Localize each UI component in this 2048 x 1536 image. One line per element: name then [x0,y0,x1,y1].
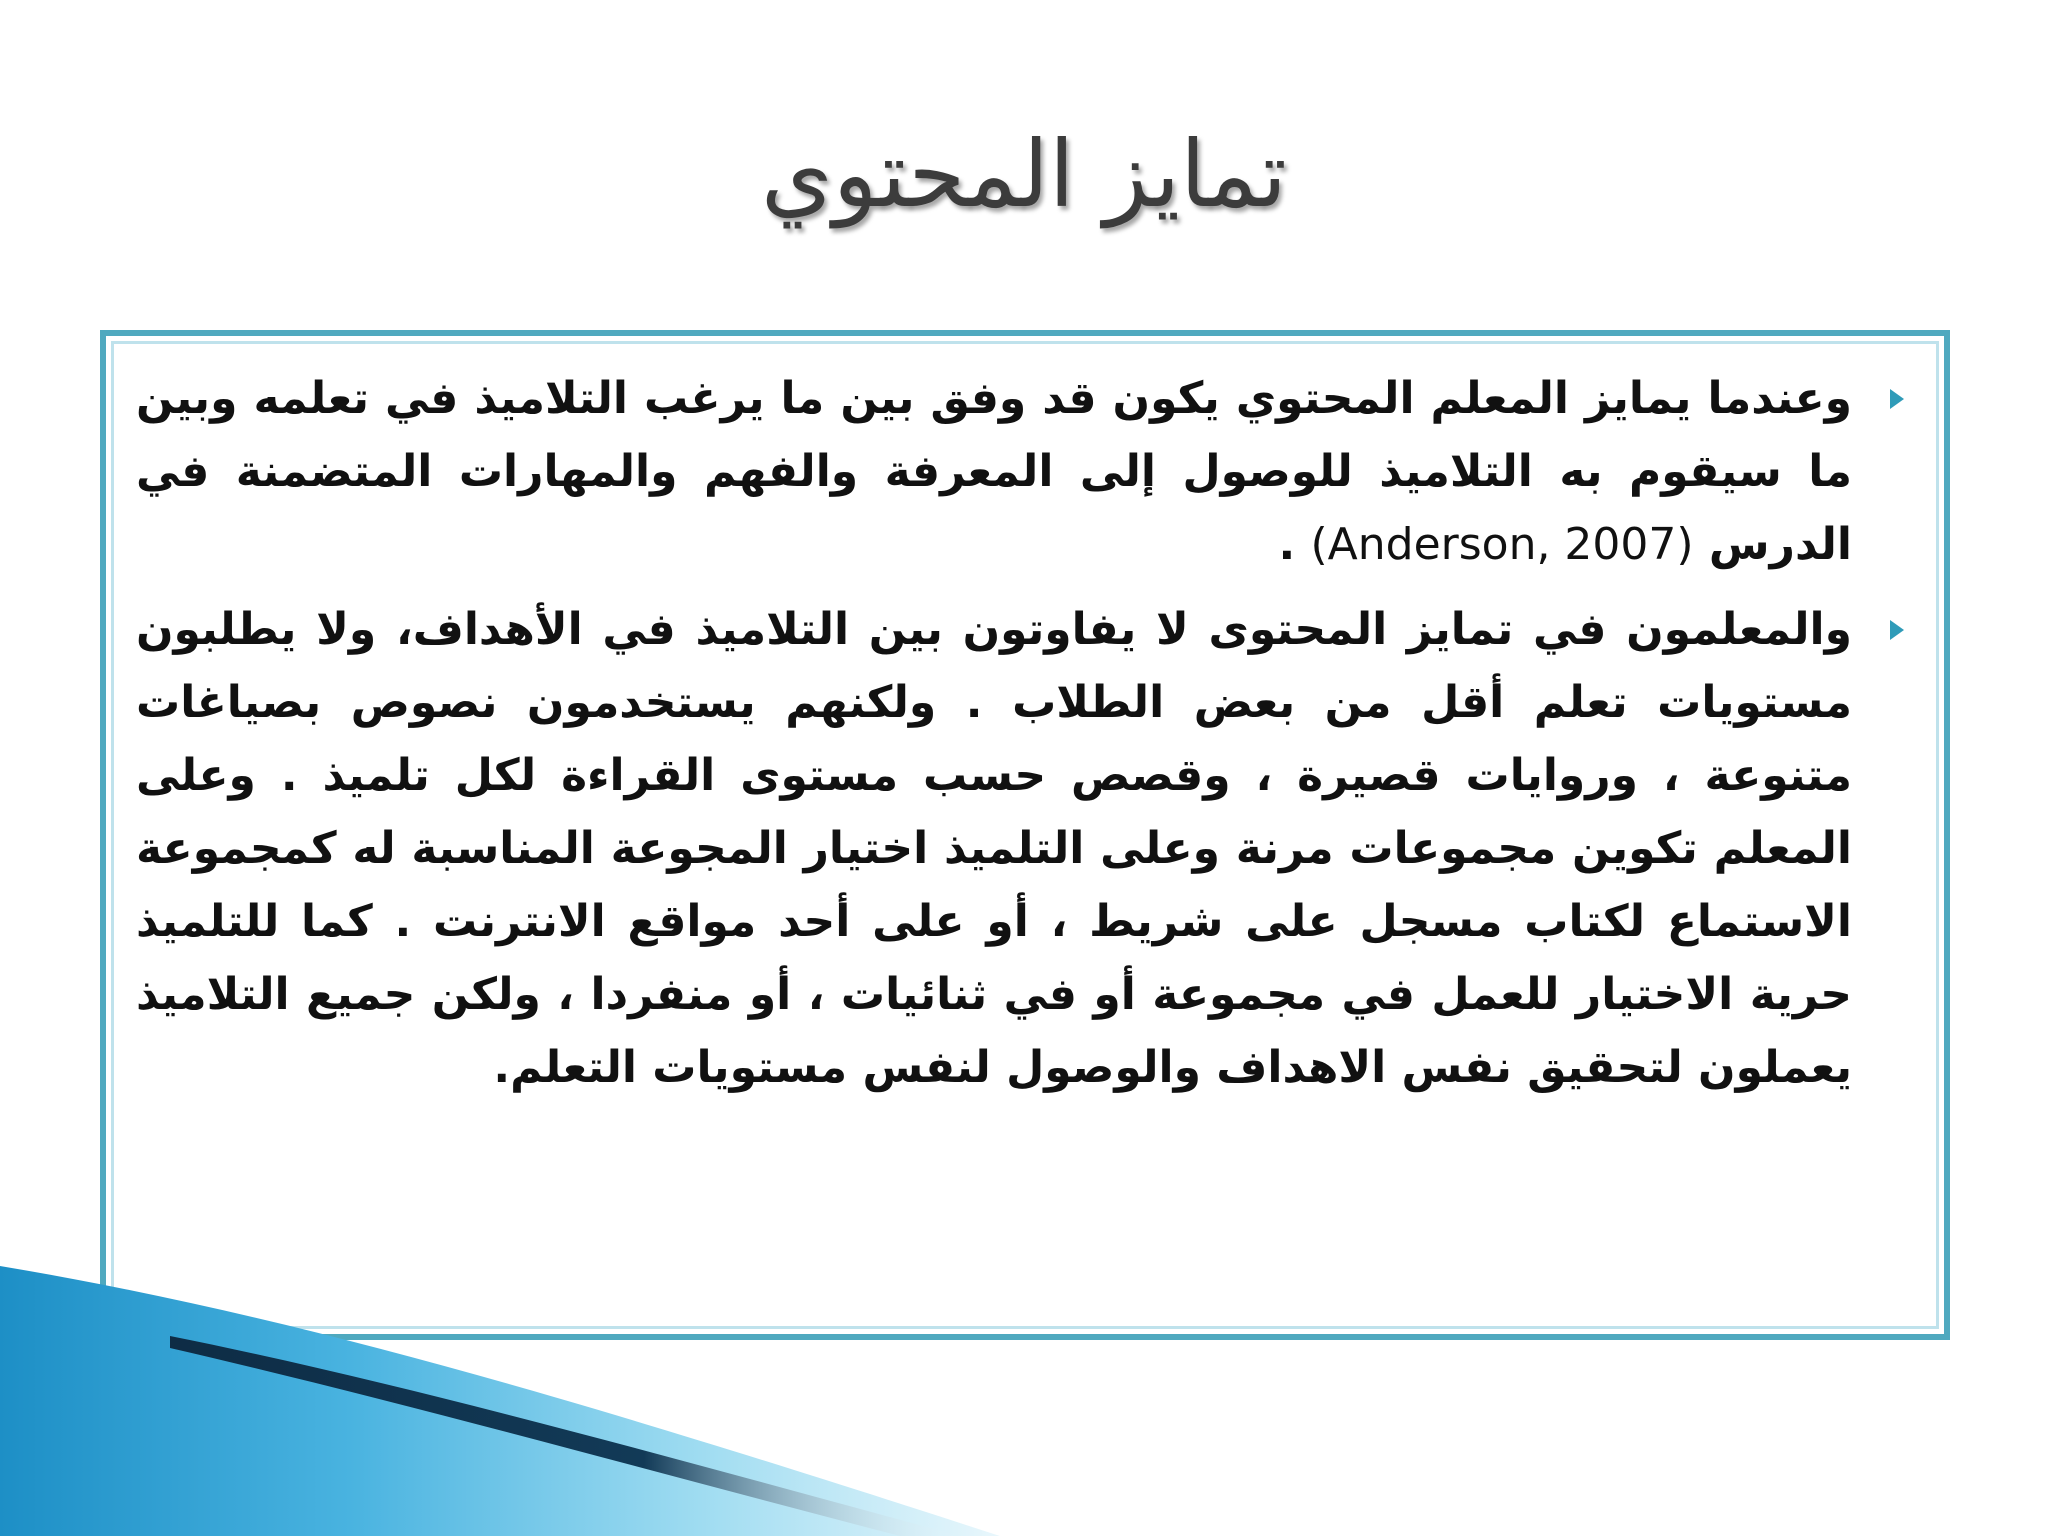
bullet-1-text: وعندما يمايز المعلم المحتوي يكون قد وفق بين ما يرغب التلاميذ في تعلمه وبين ما سيقوم به التلاميذ للوصول إلى المعرفة والفهم والمهارات المتضمنة في الدرس [136,373,1852,570]
decorative-swoosh [0,1236,2048,1536]
bullet-2-text: والمعلمون في تمايز المحتوى لا يفاوتون بين التلاميذ في الأهداف، ولا يطلبون مستويات تعلم أقل من بعض الطلاب . ولكنهم يستخدمون نصوص بصياغات متنوعة ، وروايات قصيرة ، وقصص حسب مستوى القراءة لكل تلميذ . وعلى المعلم تكوين مجموعات مرنة وعلى التلميذ اختيار المجوعة المناسبة له كمجموعة الاستماع لكتاب مسجل على شريط ، أو على أحد مواقع الانترنت . كما للتلميذ حرية الاختيار للعمل في مجموعة أو في ثنائيات ، أو منفردا ، ولكن جميع التلاميذ يعملون لتحقيق نفس الاهداف والوصول لنفس مستويات التعلم. [136,604,1852,1093]
bullet-list [136,362,1904,1104]
bullet-item-2 [136,593,1904,1104]
slide-title: تمايز المحتوي [761,121,1287,228]
bullet-item-1 [136,362,1904,581]
triangle-bullet-icon [1890,389,1904,409]
bullet-1-citation: (Anderson, 2007) [1310,519,1694,570]
content-box [100,330,1950,1340]
triangle-bullet-icon [1890,620,1904,640]
bullet-1-end: . [1278,519,1311,570]
swoosh-light-band [0,1266,1000,1536]
